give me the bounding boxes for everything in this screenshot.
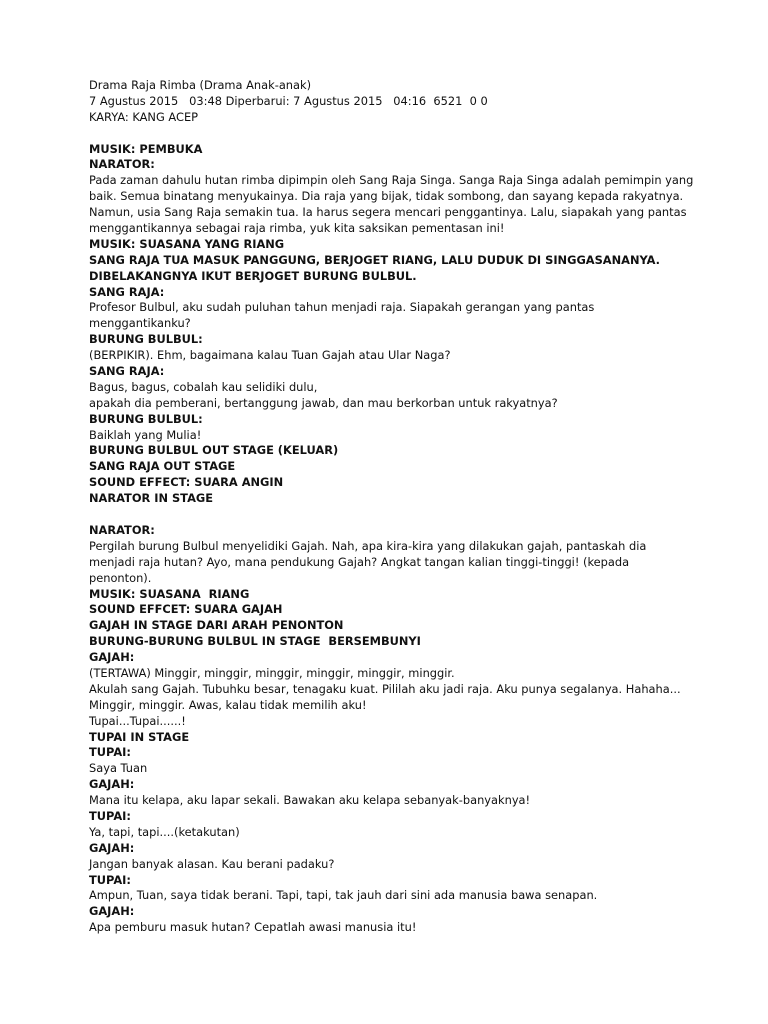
spacer <box>89 126 689 142</box>
dialogue-line: Bagus, bagus, cobalah kau selidiki dulu, <box>89 379 318 394</box>
dialogue-line: Minggir, minggir. Awas, kalau tidak memilih aku! <box>89 697 367 712</box>
stage-direction-line: TUPAI: <box>89 808 131 823</box>
stage-direction-line: TUPAI: <box>89 745 131 760</box>
dialogue-line: menggantikannya sebagai raja rimba, yuk kita saksikan pementasan ini! <box>89 221 505 236</box>
stage-direction-line: MUSIK: SUASANA RIANG <box>89 586 250 601</box>
dialogue-line: menggantikanku? <box>89 316 191 331</box>
dialogue-line: Apa pemburu masuk hutan? Cepatlah awasi manusia itu! <box>89 920 417 935</box>
stage-direction-line: BURUNG BULBUL: <box>89 332 203 347</box>
stage-direction-line: SOUND EFFECT: SUARA ANGIN <box>89 475 284 490</box>
date-line: 7 Agustus 2015 03:48 Diperbarui: 7 Agustus 2015 04:16 6521 0 0 <box>89 93 488 108</box>
dialogue-line: Ya, tapi, tapi....(ketakutan) <box>89 824 240 839</box>
stage-direction-line: BURUNG BULBUL OUT STAGE (KELUAR) <box>89 443 339 458</box>
script-body <box>89 141 694 937</box>
dialogue-line: Ampun, Tuan, saya tidak berani. Tapi, tapi, tak jauh dari sini ada manusia bawa senapan. <box>89 888 598 903</box>
stage-direction-line: MUSIK: PEMBUKA <box>89 141 203 156</box>
stage-direction-line: SANG RAJA: <box>89 364 165 379</box>
stage-direction-line: NARATOR: <box>89 522 155 537</box>
dialogue-line: Saya Tuan <box>89 761 148 776</box>
document-title: Drama Raja Rimba (Drama Anak-anak) <box>89 78 312 92</box>
spacer <box>89 507 689 523</box>
dialogue-line: penonton). <box>89 570 152 585</box>
stage-direction-line: TUPAI IN STAGE <box>89 729 190 744</box>
dialogue-line: Akulah sang Gajah. Tubuhku besar, tenagaku kuat. Pililah aku jadi raja. Aku punya segalanya. Hahaha... <box>89 681 681 696</box>
dialogue-line: Profesor Bulbul, aku sudah puluhan tahun menjadi raja. Siapakah gerangan yang pantas <box>89 300 595 315</box>
stage-direction-line: NARATOR IN STAGE <box>89 491 214 506</box>
stage-direction-line: SANG RAJA: <box>89 284 165 299</box>
dialogue-line: Pergilah burung Bulbul menyelidiki Gajah. Nah, apa kira-kira yang dilakukan gajah, pantaskah dia <box>89 538 647 553</box>
dialogue-line: (BERPIKIR). Ehm, bagaimana kalau Tuan Gajah atau Ular Naga? <box>89 348 451 363</box>
stage-direction-line: GAJAH: <box>89 904 135 919</box>
dialogue-line: Namun, usia Sang Raja semakin tua. Ia harus segera mencari penggantinya. Lalu, siapakah yang pantas <box>89 205 687 220</box>
stage-direction-line: GAJAH IN STAGE DARI ARAH PENONTON <box>89 618 344 633</box>
stage-direction-line: SANG RAJA TUA MASUK PANGGUNG, BERJOGET RIANG, LALU DUDUK DI SINGGASANANYA. <box>89 252 661 267</box>
dialogue-line: menjadi raja hutan? Ayo, mana pendukung Gajah? Angkat tangan kalian tinggi-tinggi! (kepada <box>89 554 630 569</box>
stage-direction-line: MUSIK: SUASANA YANG RIANG <box>89 236 285 251</box>
stage-direction-line: SOUND EFFCET: SUARA GAJAH <box>89 602 283 617</box>
document-page <box>89 78 694 936</box>
stage-direction-line: SANG RAJA OUT STAGE <box>89 459 236 474</box>
dialogue-line: Baiklah yang Mulia! <box>89 427 202 442</box>
dialogue-line: (TERTAWA) Minggir, minggir, minggir, minggir, minggir, minggir. <box>89 665 455 680</box>
dialogue-line: Mana itu kelapa, aku lapar sekali. Bawakan aku kelapa sebanyak-banyaknya! <box>89 793 531 808</box>
stage-direction-line: DIBELAKANGNYA IKUT BERJOGET BURUNG BULBUL. <box>89 268 417 283</box>
stage-direction-line: GAJAH: <box>89 777 135 792</box>
stage-direction-line: BURUNG BULBUL: <box>89 411 203 426</box>
stage-direction-line: NARATOR: <box>89 157 155 172</box>
dialogue-line: apakah dia pemberani, bertanggung jawab, dan mau berkorban untuk rakyatnya? <box>89 395 558 410</box>
author-line: KARYA: KANG ACEP <box>89 109 199 124</box>
stage-direction-line: GAJAH: <box>89 650 135 665</box>
dialogue-line: Jangan banyak alasan. Kau berani padaku? <box>89 856 335 871</box>
dialogue-line: Tupai...Tupai......! <box>89 713 186 728</box>
stage-direction-line: TUPAI: <box>89 872 131 887</box>
dialogue-line: Pada zaman dahulu hutan rimba dipimpin oleh Sang Raja Singa. Sanga Raja Singa adalah pemimpin yang <box>89 173 694 188</box>
dialogue-line: baik. Semua binatang menyukainya. Dia raja yang bijak, tidak sombong, dan sayang kepada rakyatnya. <box>89 189 684 204</box>
stage-direction-line: BURUNG-BURUNG BULBUL IN STAGE BERSEMBUNYI <box>89 634 421 649</box>
stage-direction-line: GAJAH: <box>89 840 135 855</box>
